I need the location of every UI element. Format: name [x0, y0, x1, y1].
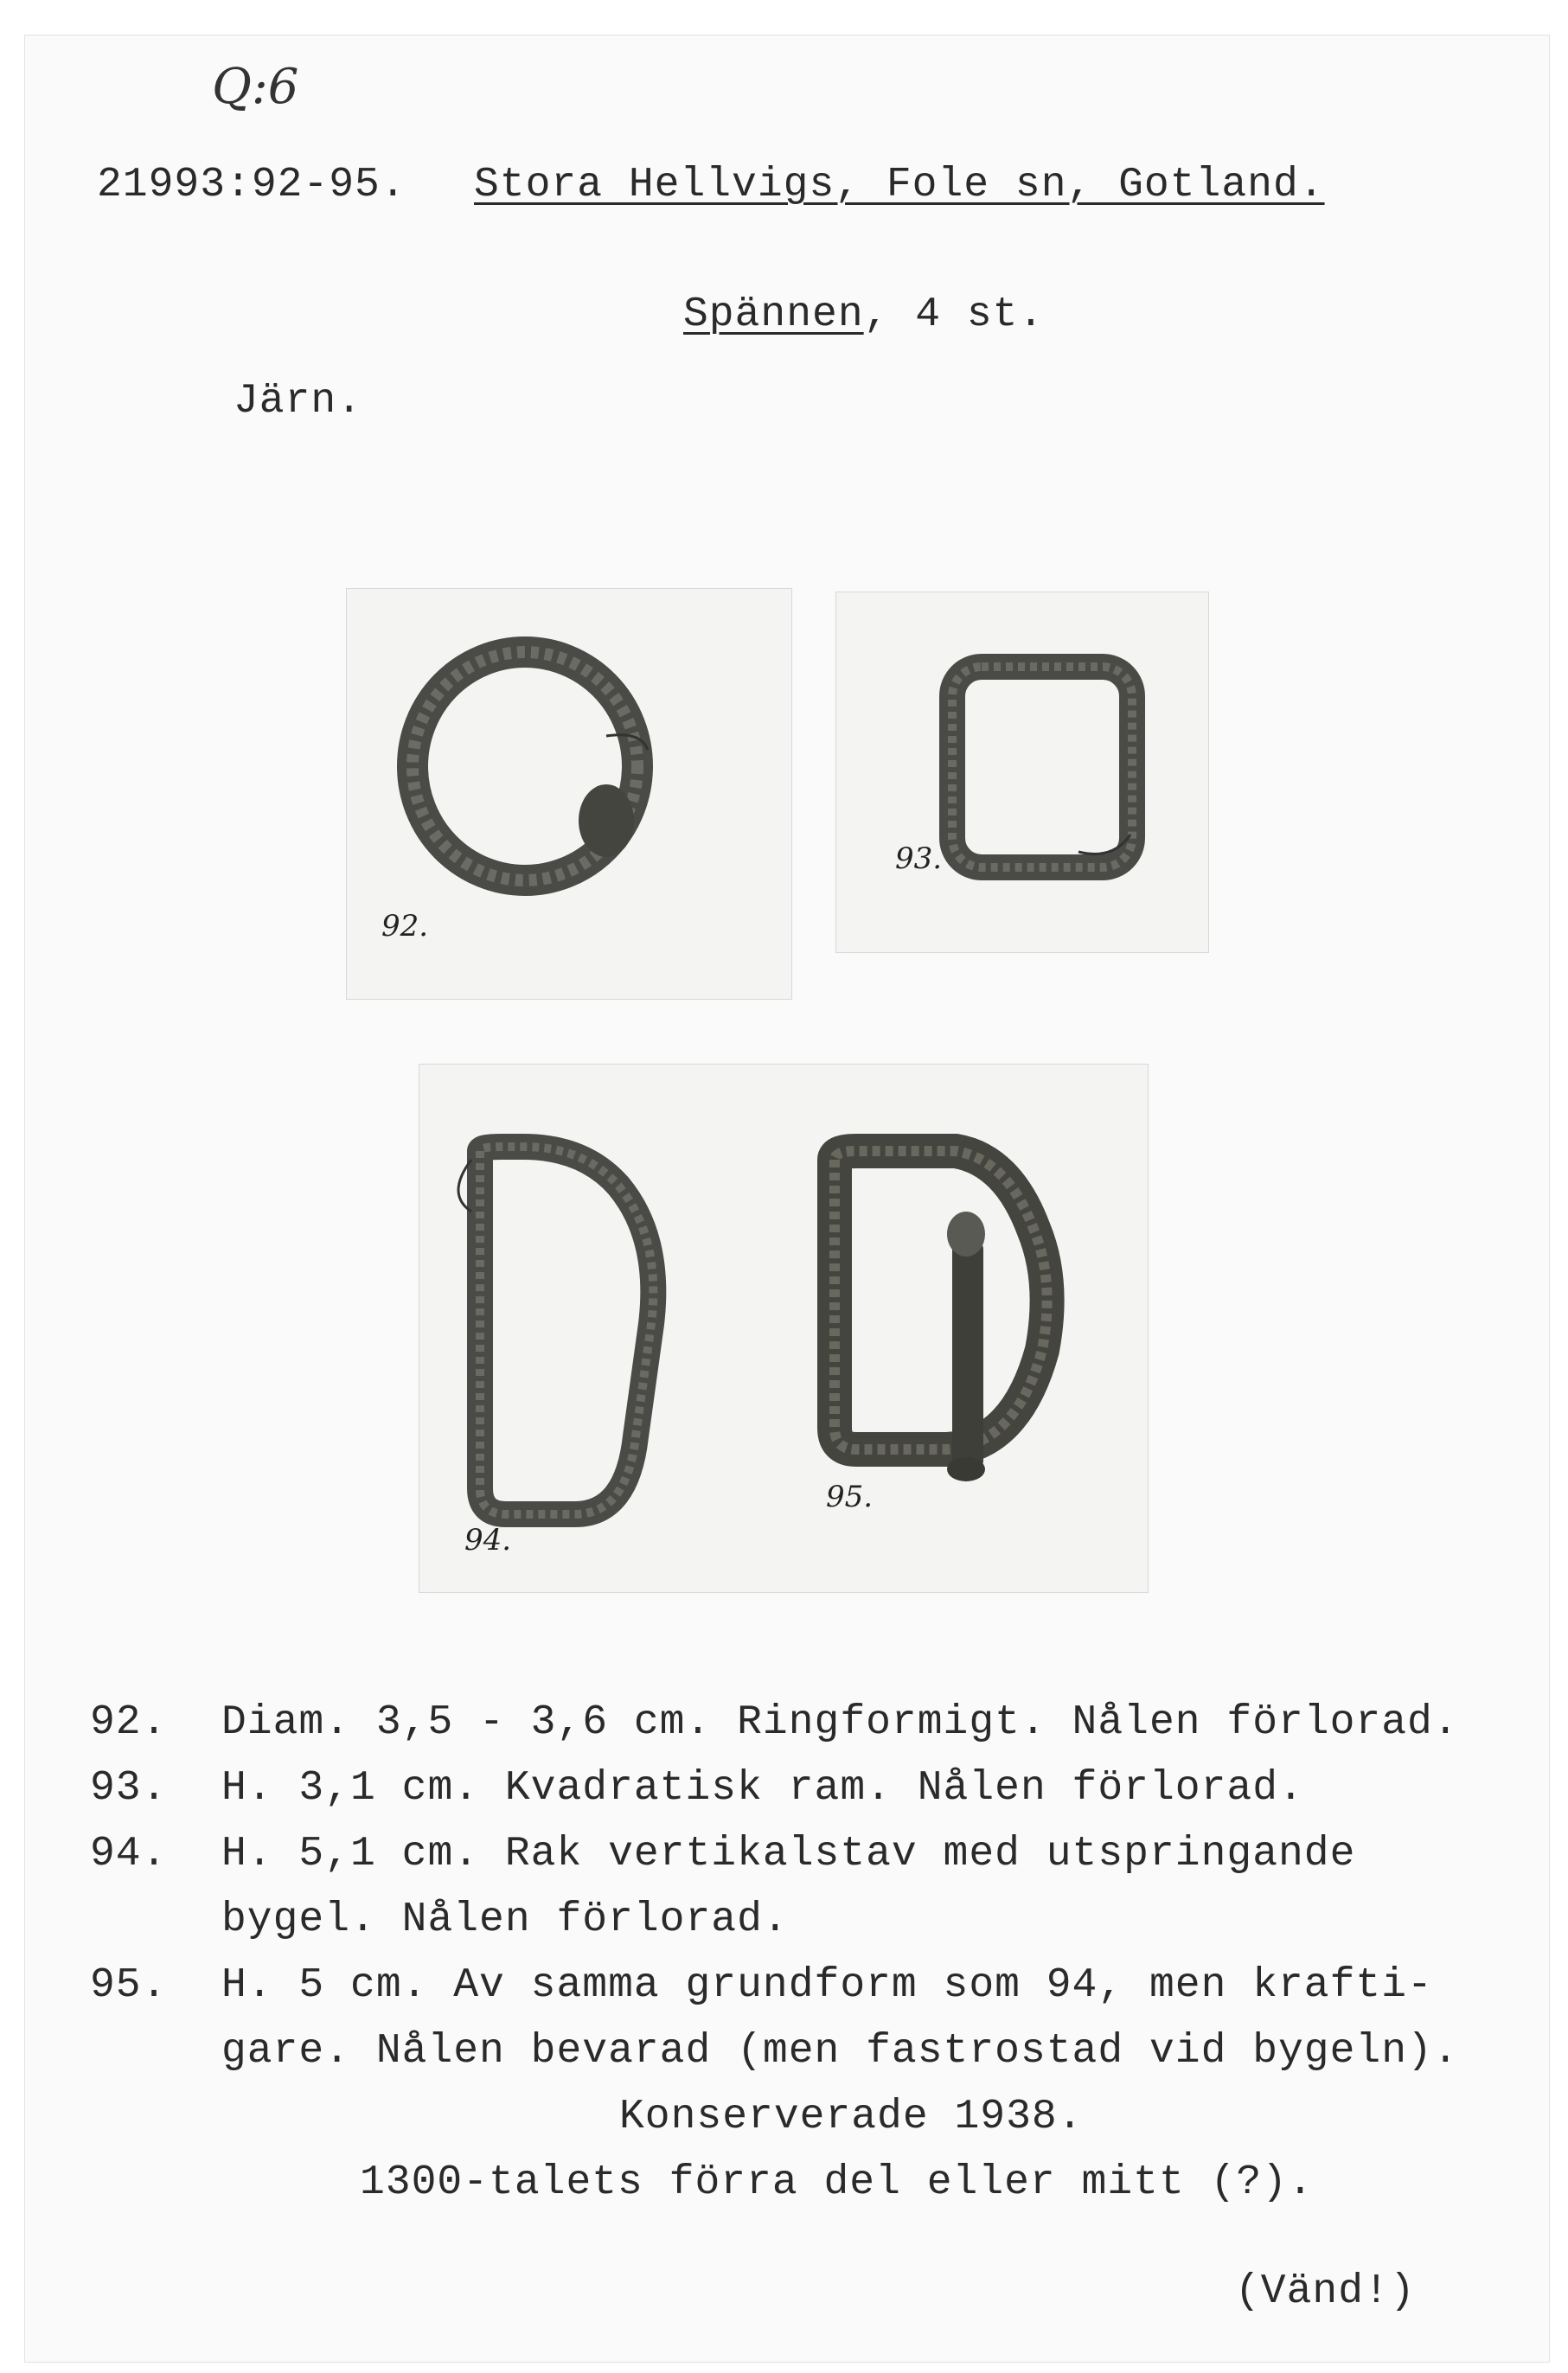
entry-number-95: 95. [90, 1962, 168, 2009]
entry-text-94-line-1: H. 5,1 cm. Rak vertikalstav med utspringande [221, 1831, 1356, 1877]
entry-text-95-line-2: gare. Nålen bevarad (men fastrostad vid bygeln). [221, 2028, 1459, 2075]
dating-note: 1300-talets förra del eller mitt (?). [360, 2159, 1314, 2206]
d-buckles-image [419, 1065, 1148, 1592]
photo-93 [835, 592, 1209, 953]
square-buckle-image [836, 592, 1208, 952]
entry-text-94-line-2: bygel. Nålen förlorad. [221, 1896, 789, 1943]
locality: Stora Hellvigs, Fole sn, Gotland. [474, 162, 1325, 208]
photo-label-93: 93. [895, 841, 943, 876]
object-name: Spännen [683, 291, 864, 338]
material: Järn. [234, 378, 363, 425]
entry-number-92: 92. [90, 1699, 168, 1746]
object-count: , 4 st. [863, 291, 1045, 338]
entry-number-93: 93. [90, 1765, 168, 1812]
shelf-mark: Q:6 [212, 59, 299, 115]
entry-text-92-line-1: Diam. 3,5 - 3,6 cm. Ringformigt. Nålen förlorad. [221, 1699, 1459, 1746]
photo-label-95: 95. [826, 1480, 874, 1514]
entry-text-95-line-1: H. 5 cm. Av samma grundform som 94, men krafti- [221, 1962, 1433, 2009]
photo-label-92: 92. [381, 909, 429, 943]
catalogue-number: 21993:92-95. [97, 162, 406, 208]
object-title [683, 291, 1044, 339]
entry-text-93-line-1: H. 3,1 cm. Kvadratisk ram. Nålen förlorad. [221, 1765, 1304, 1812]
photo-94-95 [419, 1064, 1149, 1593]
photo-92 [346, 588, 792, 1000]
entry-number-94: 94. [90, 1831, 168, 1877]
conservation-note: Konserverade 1938. [619, 2094, 1084, 2140]
photo-label-94: 94. [464, 1523, 512, 1557]
turn-over-note: (Vänd!) [1235, 2268, 1416, 2315]
